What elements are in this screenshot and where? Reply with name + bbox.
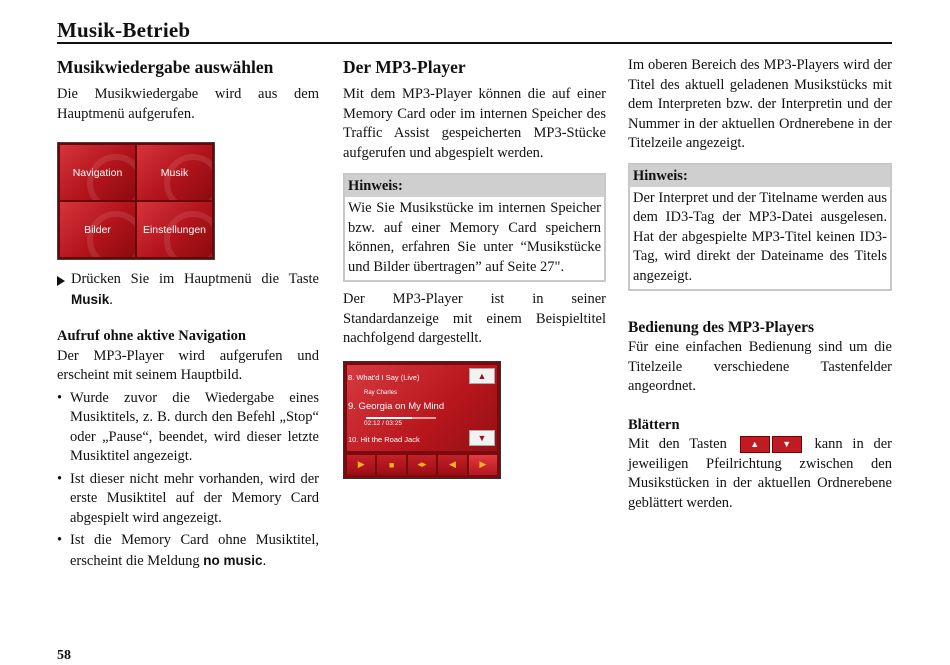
subheading-aufruf: Aufruf ohne aktive Navigation — [57, 328, 246, 344]
step-end: . — [109, 291, 113, 308]
subheading-blaettern: Blättern — [628, 416, 680, 433]
volume-icon: ◀ — [438, 455, 466, 475]
note-text: Wie Sie Musikstücke im internen Speicher bzw. auf einer Memory Card speichern können, erfahren Sie unter “Musikstücke und Bilder übertragen” auf Seite 27". — [348, 200, 601, 275]
bullet-end: . — [262, 552, 267, 569]
page-title: Musik-Betrieb — [57, 18, 191, 42]
note-label: Hinweis: — [345, 175, 604, 197]
blaettern-pre: Mit den Tasten — [628, 436, 727, 452]
column-1 — [57, 56, 319, 574]
repeat-icon: ◂▸ — [408, 455, 436, 475]
scroll-up-button: ▲ — [469, 368, 495, 384]
progress-bar — [366, 417, 436, 419]
main-menu-screenshot — [57, 142, 215, 260]
intro-text: Die Musikwiedergabe wird aus dem Hauptmenü aufgerufen. — [57, 86, 319, 122]
menu-tile-bilder: Bilder — [60, 202, 135, 257]
bullet-list — [57, 389, 319, 572]
bullet-item: • Ist dieser nicht mehr vorhanden, wird der erste Musiktitel auf der Memory Card abgespielt wird angezeigt. — [57, 470, 319, 529]
stop-icon: ■ — [377, 455, 405, 475]
note-box — [343, 173, 606, 282]
page-number: 58 — [57, 648, 71, 663]
mp3-intro-text: Mit dem MP3-Player können die auf einer Memory Card oder im internen Speicher des Traffic Assist gespeicherten MP3-Stücke aufgerufen und abgespielt werden. — [343, 86, 606, 161]
after-note-text: Der MP3-Player ist in seiner Standardanzeige mit einem Beispieltitel nachfolgend dargestellt. — [343, 291, 606, 346]
progress-fill — [366, 417, 412, 419]
subheading-text: Der MP3-Player wird aufgerufen und erscheint mit seinem Hauptbild. — [57, 347, 319, 383]
arrow-keys — [740, 436, 802, 453]
titelzeile-text: Im oberen Bereich des MP3-Players wird der Titel des aktuell geladenen Musikstücks mit dem Interpreten bzw. der Interpretin und der Nummer in der aktuellen Ordnerebene in der Titelzeile angezeigt. — [628, 57, 892, 151]
note-box — [628, 163, 892, 292]
no-music-message: no music — [203, 552, 263, 568]
control-bar — [347, 455, 497, 475]
step-text: Drücken Sie im Hauptmenü die Taste — [71, 271, 319, 287]
prev-track-label: 8. What'd I Say (Live) — [348, 372, 420, 382]
section-heading-musikwiedergabe: Musikwiedergabe auswählen — [57, 57, 274, 77]
section-heading-mp3-player: Der MP3-Player — [343, 57, 466, 77]
next-track-label: 10. Hit the Road Jack — [348, 434, 420, 444]
arrow-up-icon: ▲ — [740, 436, 770, 453]
blaettern-text — [628, 435, 892, 513]
scroll-down-button: ▼ — [469, 430, 495, 446]
bullet-item — [57, 531, 319, 571]
instruction-step — [57, 270, 319, 310]
bedienung-text: Für eine einfachen Bedienung sind um die Titelzeile verschiedene Tastenfelder angeordnet. — [628, 339, 892, 394]
mp3-player-screenshot — [343, 361, 501, 479]
column-3 — [628, 56, 892, 513]
menu-tile-einstellungen: Einstellungen — [137, 202, 212, 257]
current-track-label: 9. Georgia on My Mind — [348, 400, 445, 412]
menu-tile-navigation: Navigation — [60, 145, 135, 200]
play-icon: ▶ — [347, 455, 375, 475]
bullet-item: • Wurde zuvor die Wiedergabe eines Musiktitels, z. B. durch den Befehl „Stop“ oder „Pause“, beendet, wird dieser letzte Musiktitel angezeigt. — [57, 389, 319, 467]
bullet-text: Ist die Memory Card ohne Musiktitel, erscheint die Meldung — [70, 532, 319, 569]
artist-label: Ray Charles — [364, 389, 398, 396]
time-label: 02:12 / 03:25 — [364, 419, 402, 427]
musik-key-label: Musik — [71, 291, 110, 307]
step-arrow-icon — [57, 276, 65, 286]
menu-tile-musik: Musik — [137, 145, 212, 200]
arrow-down-icon: ▼ — [772, 436, 802, 453]
section-heading-bedienung: Bedienung des MP3-Players — [628, 319, 814, 336]
column-2 — [343, 56, 606, 479]
note-label: Hinweis: — [630, 165, 890, 187]
folder-icon: ▶ — [469, 455, 497, 475]
title-rule — [57, 42, 892, 44]
note-text: Der Interpret und der Titelname werden aus dem ID3-Tag der MP3-Datei ausgelesen. Hat der abgespielte MP3-Titel keinen ID3-Tag, wird direkt der Dateiname des Titels angezeigt. — [633, 189, 887, 284]
blaettern-post: kann in der jeweiligen Pfeilrichtung zwischen den Musikstücken in der aktuellen Ordnerebene geblättert werden. — [628, 436, 893, 511]
